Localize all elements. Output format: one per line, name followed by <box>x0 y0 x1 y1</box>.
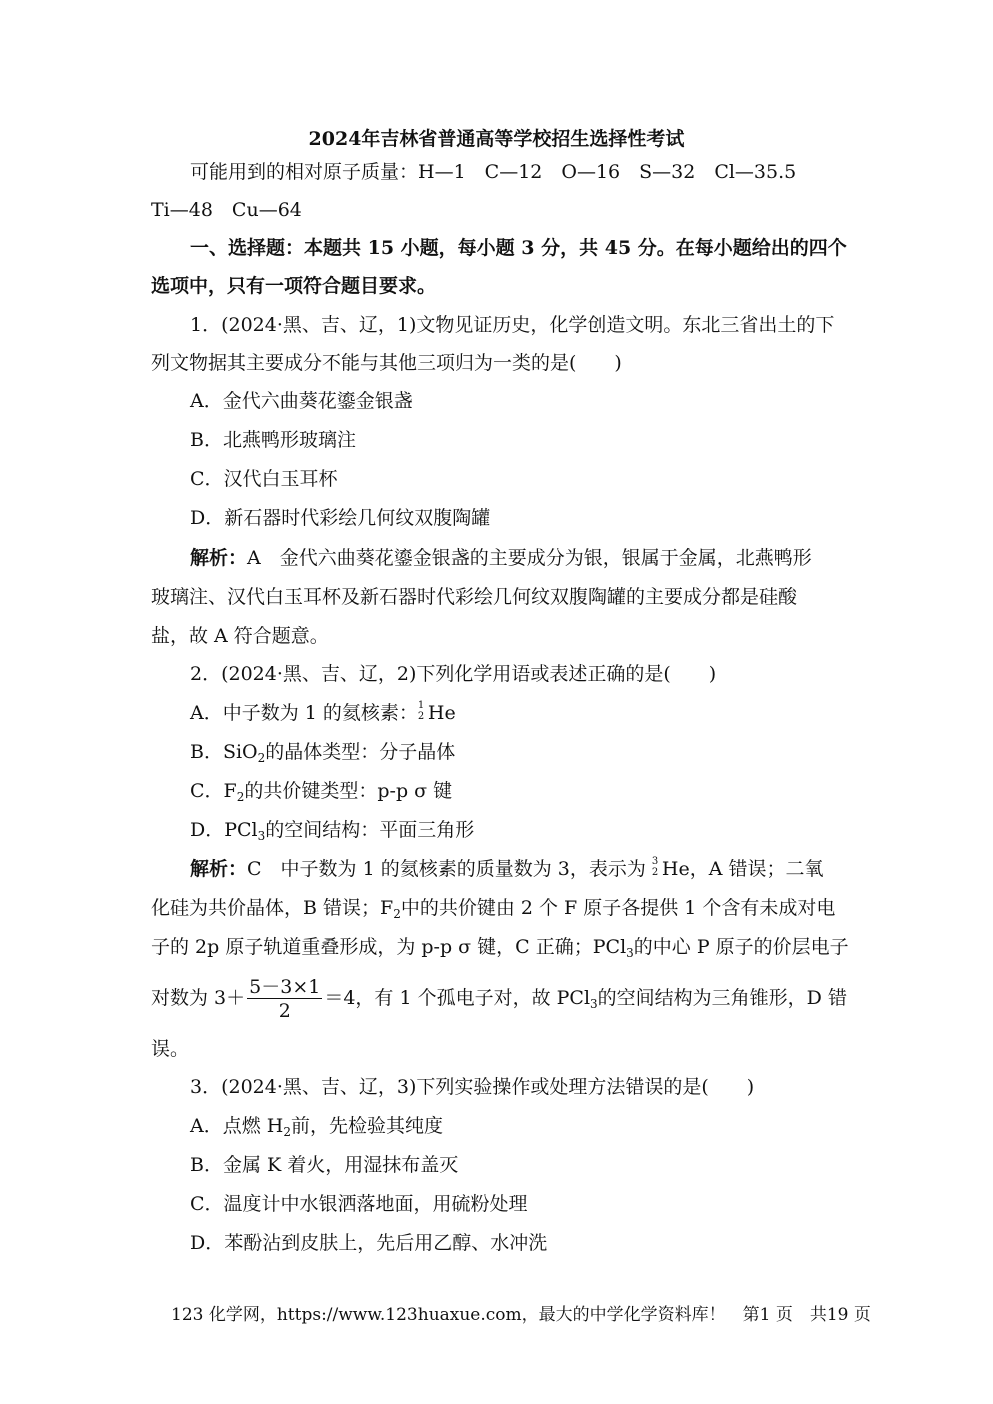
q2-option-d: D．PCl$_3$的空间结构：平面三角形 <box>190 819 475 843</box>
atomic-masses-line-2: Ti—48 Cu—64 <box>151 199 302 221</box>
q1-option-d: D．新石器时代彩绘几何纹双腹陶罐 <box>190 507 491 529</box>
q2-option-b: B．SiO$_2$的晶体类型：分子晶体 <box>190 741 456 765</box>
q3-option-a: A．点燃 $H_2$前，先检验其纯度 <box>190 1115 443 1139</box>
section-heading-line-2: 选项中，只有一项符合题目要求。 <box>151 275 437 297</box>
q2-option-a <box>190 701 456 725</box>
q1-option-b: B．北燕鸭形玻璃注 <box>190 429 356 451</box>
q1-analysis-text: A 金代六曲葵花鎏金银盏的主要成分为银，银属于金属，北燕鸭形 <box>247 547 812 569</box>
q2-analysis-line-3: 子的 2p 原子轨道重叠形成，为 p-p σ 键，C 正确；PCl$_3$的中心 P 原子的价层电子 <box>151 936 849 960</box>
page-title: 2024年吉林省普通高等学校招生选择性考试 <box>308 128 685 150</box>
q3-option-c: C．温度计中水银洒落地面，用硫粉处理 <box>190 1193 528 1215</box>
analysis-label: 解析： <box>190 547 248 569</box>
he-nuclide-notation: 1 2 <box>417 700 425 722</box>
q2-stem: 2．(2024·黑、吉、辽，2)下列化学用语或表述正确的是( ) <box>190 663 717 685</box>
q3-option-d: D．苯酚沾到皮肤上，先后用乙醇、水冲洗 <box>190 1232 548 1254</box>
page-footer: 123 化学网，https://www.123huaxue.com，最大的中学化学资料库！ 第1 页 共19 页 <box>171 1305 871 1325</box>
atomic-masses-line-1: 可能用到的相对原子质量：H—1 C—12 O—16 S—32 Cl—35.5 <box>190 161 797 183</box>
q1-stem-line-2: 列文物据其主要成分不能与其他三项归为一类的是( ) <box>151 352 622 374</box>
q2-analysis-line-2: 化硅为共价晶体，B 错误；$F_2$中的共价键由 2 个 F 原子各提供 1 个含有未成对电 <box>151 897 836 921</box>
q2-option-a-text: A．中子数为 1 的氦核素： <box>190 702 418 724</box>
q1-analysis-line-3: 盐，故 A 符合题意。 <box>151 625 329 647</box>
q1-option-a: A．金代六曲葵花鎏金银盏 <box>190 390 413 412</box>
valence-pair-fraction: $\frac{5-3\times 1}{2}$ <box>249 975 321 1022</box>
analysis-label: 解析： <box>190 858 248 880</box>
he-nuclide-notation: 3 2 <box>651 856 659 878</box>
q1-option-c: C．汉代白玉耳杯 <box>190 468 338 490</box>
q2-analysis-line-4: 对数为 3＋ $\frac{5-3\times 1}{2}$ ＝4，有 1 个孤电子对，故 PCl$_3$的空间结构为三角锥形，D 错 <box>151 975 847 1022</box>
section-heading-line-1: 一、选择题：本题共 15 小题，每小题 3 分，共 45 分。在每小题给出的四个 <box>190 237 847 259</box>
q3-stem: 3．(2024·黑、吉、辽，3)下列实验操作或处理方法错误的是( ) <box>190 1076 755 1098</box>
q1-analysis-line-1 <box>190 546 812 570</box>
q2-analysis-line-5: 误。 <box>151 1038 190 1060</box>
q1-stem-line-1: 1．(2024·黑、吉、辽，1)文物见证历史，化学创造文明。东北三省出土的下 <box>190 314 835 336</box>
q2-analysis-line-1: 解析：C 中子数为 1 的氦核素的质量数为 3，表示为 3 2 He，A 错误；二氧 <box>190 856 824 880</box>
he-symbol: He <box>427 702 456 724</box>
q2-option-c: C．$F_2$的共价键类型：p-p σ 键 <box>190 780 453 804</box>
q3-option-b: B．金属 K 着火，用湿抹布盖灭 <box>190 1154 459 1176</box>
q1-analysis-line-2: 玻璃注、汉代白玉耳杯及新石器时代彩绘几何纹双腹陶罐的主要成分都是硅酸 <box>151 586 798 608</box>
